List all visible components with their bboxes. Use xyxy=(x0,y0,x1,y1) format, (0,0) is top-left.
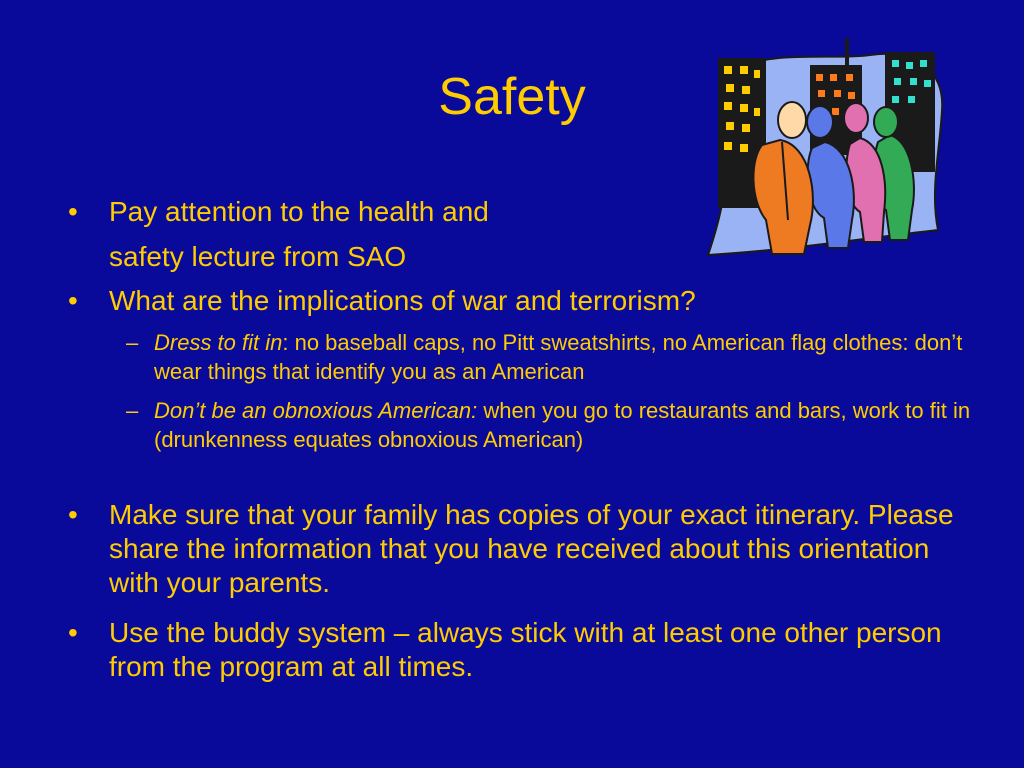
bullet-marker: • xyxy=(68,285,78,316)
bullet-marker: • xyxy=(68,499,78,530)
sub-bullet-1-text: : no baseball caps, no Pitt sweatshirts, no American flag clothes: don’t wear things that identify you as an American xyxy=(154,330,963,384)
sub-bullet-1-emphasis: Dress to fit in xyxy=(154,330,283,355)
slide-title: Safety xyxy=(438,68,586,126)
bullet-3-text: Make sure that your family has copies of your exact itinerary. Please share the information that you have received about this orientation with your parents. xyxy=(109,499,954,598)
bullet-2-text: What are the implications of war and terrorism? xyxy=(109,285,696,316)
bullet-4-text: Use the buddy system – always stick with at least one other person from the program at all times. xyxy=(109,617,942,682)
sub-bullet-marker: – xyxy=(126,330,139,355)
sub-bullet-2-emphasis: Don’t be an obnoxious American: xyxy=(154,398,478,423)
bullet-marker: • xyxy=(68,196,78,227)
bullet-marker: • xyxy=(68,617,78,648)
bullet-1-line-2: safety lecture from SAO xyxy=(109,241,407,272)
sub-bullet-2 xyxy=(154,396,994,454)
sub-bullet-1 xyxy=(154,328,994,386)
bullet-1-line-1: Pay attention to the health and xyxy=(109,196,489,227)
sub-bullet-2-text: when you go to restaurants and bars, work to fit in (drunkenness equates obnoxious American) xyxy=(154,398,971,452)
sub-bullet-marker: – xyxy=(126,398,139,423)
